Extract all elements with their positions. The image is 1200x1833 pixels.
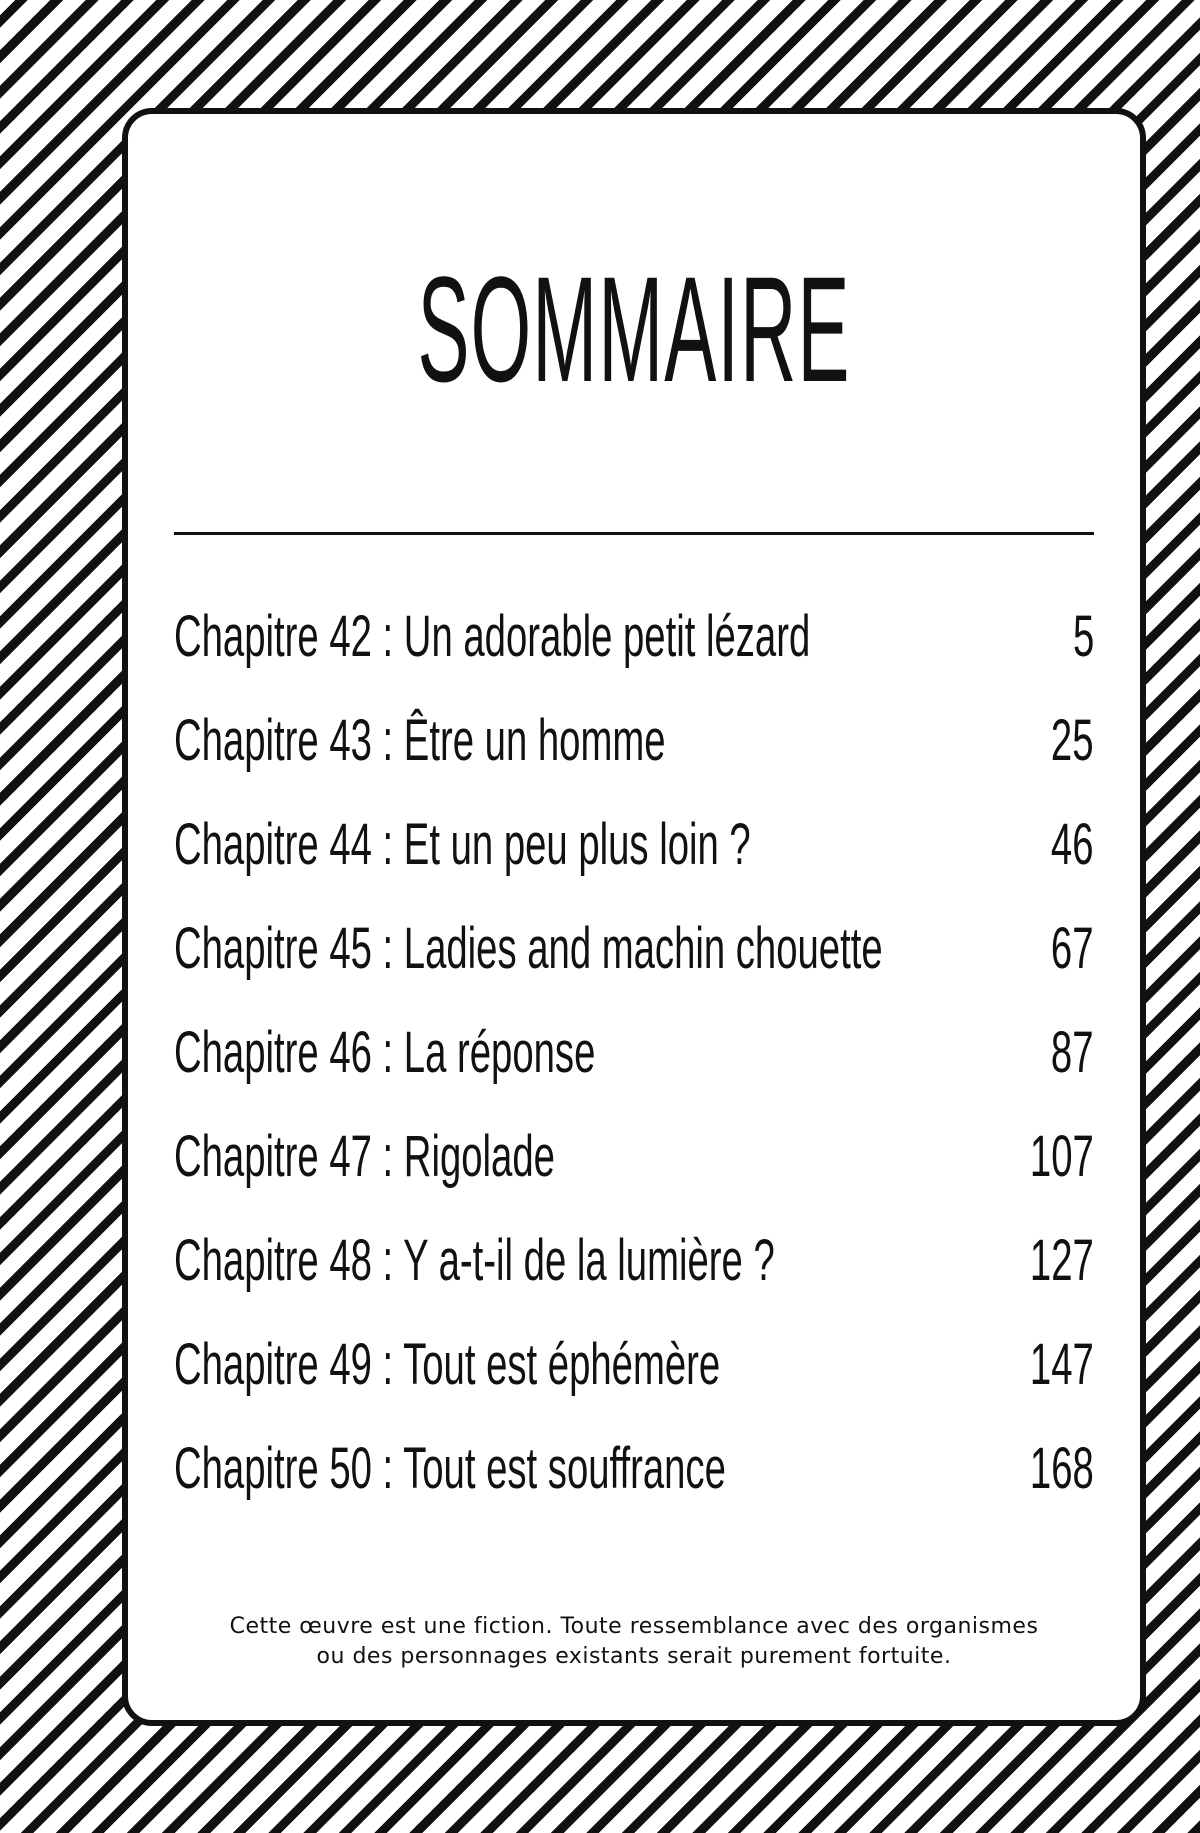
- chapter-page-number: 67: [1051, 916, 1094, 981]
- toc-row-chapter-44: [174, 809, 1094, 913]
- toc-row-chapter-43: [174, 705, 1094, 809]
- chapter-label: Chapitre 43 : Être un homme: [174, 708, 666, 773]
- page-title: SOMMAIRE: [417, 245, 851, 413]
- chapter-label: Chapitre 50 : Tout est souffrance: [174, 1436, 726, 1501]
- chapter-label: Chapitre 47 : Rigolade: [174, 1124, 555, 1189]
- toc-row-chapter-49: [174, 1329, 1094, 1433]
- chapter-page-number: 87: [1051, 1020, 1094, 1085]
- toc-row-chapter-48: [174, 1225, 1094, 1329]
- toc-row-chapter-50: [174, 1433, 1094, 1537]
- disclaimer-line-2: ou des personnages existants serait purement fortuite.: [316, 1644, 952, 1669]
- chapter-page-number: 127: [1030, 1228, 1094, 1293]
- table-of-contents: [174, 601, 1094, 1537]
- toc-row-chapter-42: [174, 601, 1094, 705]
- contents-card: [122, 108, 1146, 1726]
- toc-row-chapter-47: [174, 1121, 1094, 1225]
- chapter-page-number: 147: [1030, 1332, 1094, 1397]
- title-divider: [174, 532, 1094, 535]
- chapter-label: Chapitre 48 : Y a-t-il de la lumière ?: [174, 1228, 775, 1293]
- chapter-page-number: 25: [1051, 708, 1094, 773]
- chapter-page-number: 5: [1072, 604, 1094, 669]
- chapter-label: Chapitre 45 : Ladies and machin chouette: [174, 916, 883, 981]
- chapter-label: Chapitre 49 : Tout est éphémère: [174, 1332, 721, 1397]
- chapter-label: Chapitre 44 : Et un peu plus loin ?: [174, 812, 751, 877]
- chapter-page-number: 46: [1051, 812, 1094, 877]
- chapter-page-number: 168: [1030, 1436, 1094, 1501]
- toc-row-chapter-45: [174, 913, 1094, 1017]
- toc-row-chapter-46: [174, 1017, 1094, 1121]
- chapter-label: Chapitre 42 : Un adorable petit lézard: [174, 604, 811, 669]
- fiction-disclaimer: [128, 1612, 1140, 1672]
- chapter-page-number: 107: [1030, 1124, 1094, 1189]
- chapter-label: Chapitre 46 : La réponse: [174, 1020, 596, 1085]
- disclaimer-line-1: Cette œuvre est une fiction. Toute ressemblance avec des organismes: [229, 1614, 1039, 1639]
